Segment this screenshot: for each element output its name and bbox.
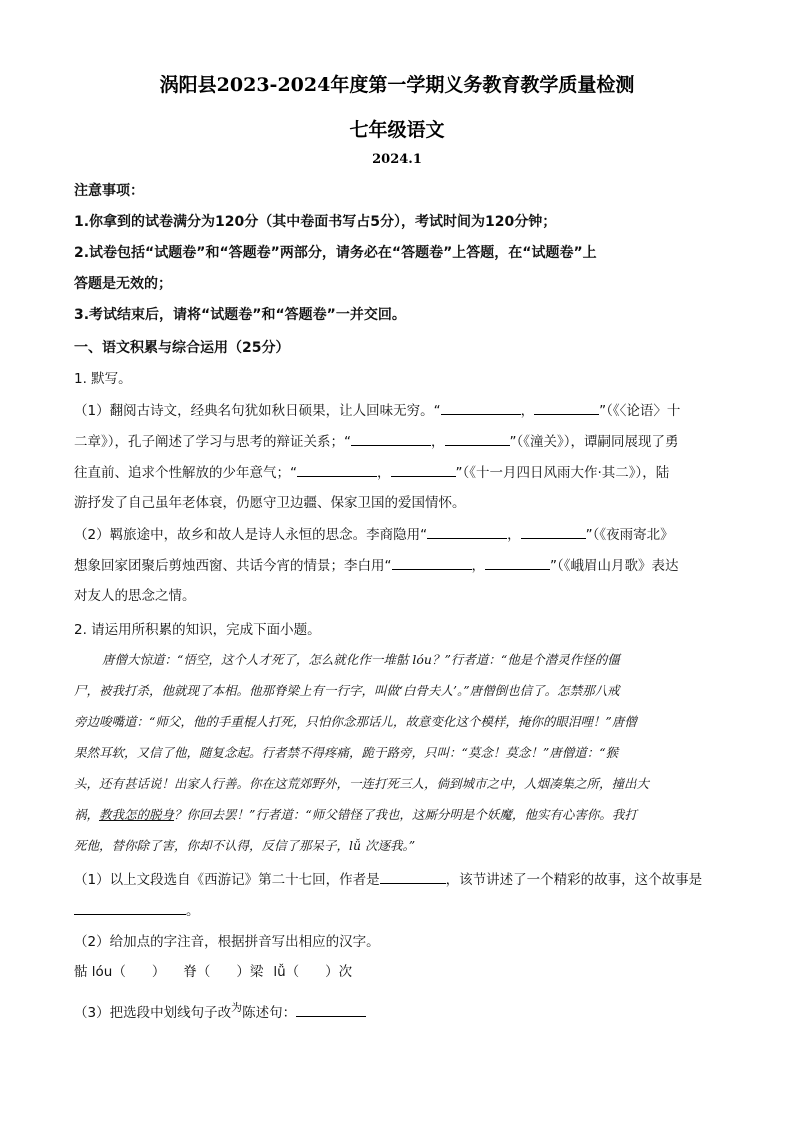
comma: ，	[431, 434, 445, 450]
answer-blank[interactable]	[521, 524, 586, 539]
question-1-label: 1. 默写。	[74, 371, 132, 387]
answer-blank[interactable]	[485, 555, 550, 570]
q1-text: 想象回家团聚后剪烛西窗、共话今宵的情景；李白用“	[74, 558, 392, 574]
comma: ，	[471, 558, 485, 574]
statement-blank[interactable]	[296, 1002, 366, 1017]
q1-part2-line3: 对友人的思念之情。	[74, 588, 196, 604]
q2-text: （1）以上文段选自《西游记》第二十七回，作者是	[74, 872, 380, 888]
answer-blank[interactable]	[297, 462, 377, 477]
answer-blank[interactable]	[445, 431, 510, 446]
q2-sub1	[74, 869, 724, 890]
q1-part1-line1	[74, 400, 724, 421]
q2-text: ）次	[325, 964, 353, 980]
underlined-sentence: 教我怎的脱身	[99, 807, 175, 822]
notice-item-1: 1.你拿到的试卷满分为120分（其中卷面书写占5分），考试时间为120分钟；	[74, 214, 557, 230]
q2-sub2: （2）给加点的字注音，根据拼音写出相应的汉字。	[74, 934, 380, 950]
q2-sub3	[74, 1002, 724, 1024]
passage-line-7: 死他，替你除了害，你却不认得，反信了那呆子，lǚ 次逐我。”	[74, 838, 416, 853]
q1-text: 往直前、追求个性解放的少年意气；“	[74, 465, 297, 481]
q2-text: lǚ（	[273, 964, 300, 980]
q2-text: ）	[151, 964, 166, 980]
passage-line-2: 尸，被我打杀，他就现了本相。他那脊梁上有一行字，叫做‘白骨夫人’。”唐僧倒也信了。怎禁那八戒	[74, 683, 620, 698]
q1-text: ”（《十一月四日风雨大作·其二》），陆	[455, 465, 670, 481]
q2-text: 脊（	[183, 964, 211, 980]
passage-text: ？你回去罢！”行者道：“师父错怪了我也，这厮分明是个妖魔，他实有心害你。我打	[174, 807, 637, 822]
answer-blank[interactable]	[391, 462, 456, 477]
q1-text: ”（《夜雨寄北》	[585, 527, 674, 543]
comma: ，	[507, 527, 521, 543]
passage-line-5: 头，还有甚话说！出家人行善。你在这荒郊野外，一连打死三人，倘到城市之中，人烟凑集之所，撞出大	[74, 776, 650, 791]
q1-part1-line2	[74, 431, 724, 452]
passage-line-6	[74, 805, 719, 825]
q2-text: 。	[186, 903, 200, 919]
answer-blank[interactable]	[351, 431, 431, 446]
q1-text: ”（《峨眉山月歌》表达	[550, 558, 679, 574]
exam-title: 涡阳县2023-2024年度第一学期义务教育教学质量检测	[159, 74, 635, 96]
question-2-label: 2. 请运用所积累的知识，完成下面小题。	[74, 622, 321, 638]
comma: ，	[377, 465, 391, 481]
q2-text: 为	[231, 1001, 243, 1014]
story-blank[interactable]	[74, 900, 186, 915]
notice-item-3: 3.考试结束后，请将“试题卷”和“答题卷”一并交回。	[74, 307, 406, 323]
q1-text: （1）翻阅古诗文，经典名句犹如秋日硕果，让人回味无穷。“	[74, 403, 441, 419]
answer-blank[interactable]	[441, 400, 521, 415]
answer-blank[interactable]	[392, 555, 472, 570]
notice-heading: 注意事项：	[74, 183, 144, 199]
q2-sub1-cont	[74, 900, 724, 921]
q2-text: （3）把选段中划线句子改	[74, 1005, 232, 1021]
q2-text: 骷 lóu（	[74, 964, 126, 980]
answer-blank[interactable]	[427, 524, 507, 539]
q1-text: ”（《〈论语〉十	[599, 403, 681, 419]
passage-line-3: 旁边唆嘴道：“师父，他的手重棍人打死，只怕你念那话儿，故意变化这个模样，掩你的眼泪哩！”唐僧	[74, 714, 637, 729]
passage-line-4: 果然耳软，又信了他，随复念起。行者禁不得疼痛，跪于路旁，只叫：“莫念！莫念！”唐僧道：“猴	[74, 745, 619, 760]
comma: ，	[520, 403, 535, 419]
q1-part2-line2	[74, 555, 724, 576]
q2-text: ，该节讲述了一个精彩的故事，这个故事是	[445, 872, 703, 888]
q1-part1-line3	[74, 462, 724, 483]
section-1-heading: 一、语文积累与综合运用（25分）	[74, 340, 290, 356]
answer-blank[interactable]	[534, 400, 599, 415]
q1-text: ”（《潼关》），谭嗣同展现了勇	[509, 434, 679, 450]
notice-item-2-cont: 答题是无效的；	[74, 276, 172, 292]
passage-line-1: 唐僧大惊道：“悟空，这个人才死了，怎么就化作一堆骷 lóu？”行者道：“他是个潜灵作怪的僵	[102, 652, 620, 667]
q1-part2-line1	[74, 524, 724, 545]
passage-text: 祸，	[74, 807, 100, 822]
notice-item-2: 2.试卷包括“试题卷”和“答题卷”两部分，请务必在“答题卷”上答题，在“试题卷”上	[74, 245, 597, 261]
q1-part1-line4: 游抒发了自己虽年老体衰，仍愿守卫边疆、保家卫国的爱国情怀。	[74, 495, 466, 511]
q1-text: （2）羁旅途中，故乡和故人是诗人永恒的思念。李商隐用“	[74, 527, 428, 543]
q2-text: ）梁	[236, 964, 264, 980]
exam-subtitle: 七年级语文	[349, 119, 445, 141]
exam-date: 2024.1	[372, 152, 422, 167]
author-blank[interactable]	[380, 869, 446, 884]
q2-pinyin-line	[74, 962, 724, 982]
q2-text: 陈述句：	[242, 1005, 297, 1021]
q1-text: 二章》），孔子阐述了学习与思考的辩证关系；“	[74, 434, 351, 450]
